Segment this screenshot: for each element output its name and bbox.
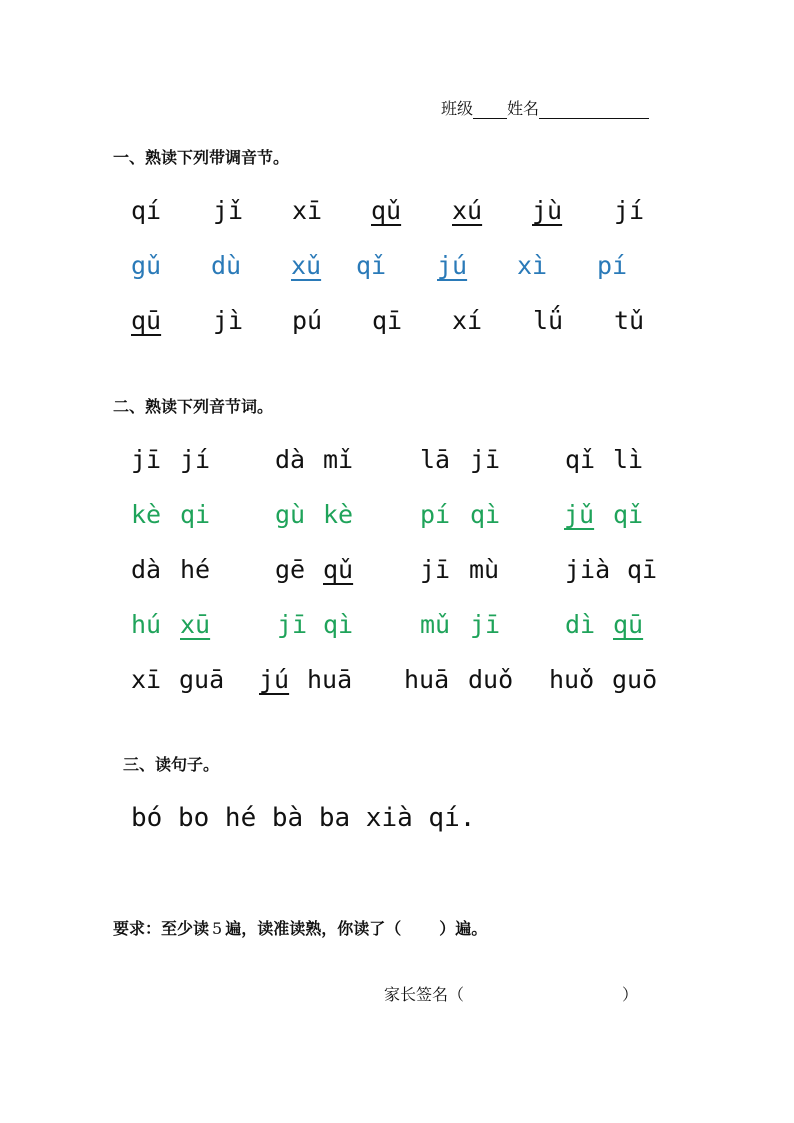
syllable: qi xyxy=(180,500,211,529)
syllable: qǔ xyxy=(371,196,402,225)
syllable: pí xyxy=(597,251,628,280)
syllable: mǔ xyxy=(420,610,451,639)
class-name-header xyxy=(441,96,649,119)
syllable: kè xyxy=(131,500,162,529)
syllable: xǔ xyxy=(291,251,322,280)
requirement-text-a: 要求：至少读 xyxy=(113,919,210,938)
syllable: jú xyxy=(259,665,290,694)
syllable: xì xyxy=(517,251,548,280)
requirement-text-b: 遍，读准读熟，你读了（ xyxy=(225,919,402,938)
syllable: dù xyxy=(211,251,242,280)
syllable: jí xyxy=(614,196,645,225)
syllable: qī xyxy=(627,555,658,584)
syllable: jī xyxy=(470,610,501,639)
syllable: gē xyxy=(275,555,306,584)
syllable: lǘ xyxy=(533,306,564,335)
syllable: jǐ xyxy=(213,196,244,225)
signature-close: ） xyxy=(622,985,639,1004)
syllable: qū xyxy=(131,306,162,335)
syllable: guō xyxy=(612,665,658,694)
syllable: jì xyxy=(213,306,244,335)
class-blank[interactable] xyxy=(473,102,507,119)
syllable: xī xyxy=(292,196,323,225)
syllable: dì xyxy=(565,610,596,639)
syllable: qī xyxy=(372,306,403,335)
read-count: 5 xyxy=(212,919,223,938)
syllable: dà xyxy=(275,445,306,474)
syllable: jú xyxy=(437,251,468,280)
syllable: kè xyxy=(323,500,354,529)
reading-sentence: bó bo hé bà ba xià qí. xyxy=(131,803,476,833)
syllable: mǐ xyxy=(323,445,354,474)
syllable: jià xyxy=(565,555,611,584)
syllable: jù xyxy=(532,196,563,225)
syllable: jí xyxy=(180,445,211,474)
requirement-text-c: ）遍。 xyxy=(439,919,488,938)
signature-label: 家长签名（ xyxy=(384,985,465,1004)
syllable: jī xyxy=(470,445,501,474)
syllable: huā xyxy=(307,665,353,694)
syllable: huǒ xyxy=(549,665,595,694)
syllable: qǐ xyxy=(356,251,387,280)
name-label: 姓名 xyxy=(507,99,540,118)
section2-title: 二、熟读下列音节词。 xyxy=(113,397,274,416)
syllable: qū xyxy=(613,610,644,639)
syllable: jī xyxy=(131,445,162,474)
parent-signature xyxy=(384,982,638,1005)
syllable: xī xyxy=(131,665,162,694)
syllable: hú xyxy=(131,610,162,639)
syllable: qì xyxy=(470,500,501,529)
syllable: huā xyxy=(404,665,450,694)
syllable: qì xyxy=(323,610,354,639)
syllable: gǔ xyxy=(131,251,162,280)
syllable: xū xyxy=(180,610,211,639)
syllable: gù xyxy=(275,500,306,529)
syllable: qí xyxy=(131,196,162,225)
syllable: pí xyxy=(420,500,451,529)
section3-title: 三、读句子。 xyxy=(123,755,220,774)
syllable: qǐ xyxy=(613,500,644,529)
syllable: guā xyxy=(179,665,225,694)
syllable: qǔ xyxy=(323,555,354,584)
syllable: lā xyxy=(420,445,451,474)
syllable: mù xyxy=(469,555,500,584)
class-label: 班级 xyxy=(441,99,474,118)
syllable: dà xyxy=(131,555,162,584)
syllable: tǔ xyxy=(614,306,645,335)
syllable: xú xyxy=(452,196,483,225)
name-blank[interactable] xyxy=(539,102,649,119)
syllable: qǐ xyxy=(565,445,596,474)
syllable: lì xyxy=(613,445,644,474)
syllable: jī xyxy=(420,555,451,584)
syllable: xí xyxy=(452,306,483,335)
requirement-line xyxy=(113,916,487,939)
section1-title: 一、熟读下列带调音节。 xyxy=(113,148,290,167)
syllable: duǒ xyxy=(468,665,514,694)
syllable: jī xyxy=(277,610,308,639)
syllable: jǔ xyxy=(564,500,595,529)
syllable: pú xyxy=(292,306,323,335)
syllable: hé xyxy=(180,555,211,584)
